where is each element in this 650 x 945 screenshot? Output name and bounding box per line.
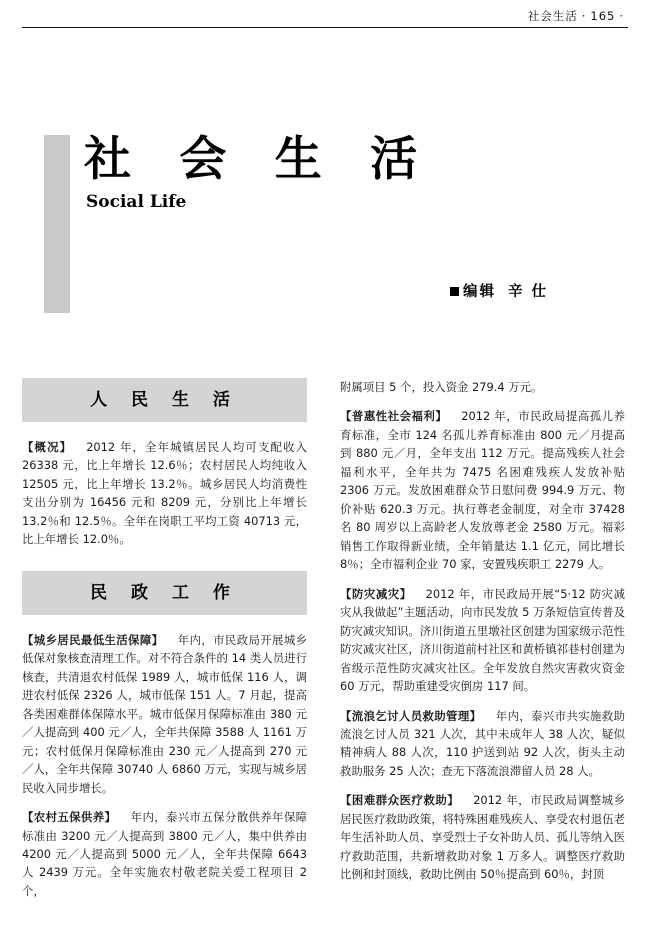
editor-name: 辛 仕 <box>508 284 549 300</box>
paragraph <box>340 791 625 883</box>
right-column <box>340 378 625 895</box>
paragraph <box>22 808 307 900</box>
paragraph-text: 附属项目 5 个，投入资金 279.4 万元。 <box>340 380 543 394</box>
paragraph-lead: 【农村五保供养】 <box>22 810 117 825</box>
paragraph <box>22 438 307 549</box>
running-head-section: 社会生活 <box>527 9 578 23</box>
section-heading-civil-affairs: 民 政 工 作 <box>22 571 307 615</box>
running-head-separator: · <box>581 9 587 23</box>
paragraph-text: 年内，泰兴市共实施救助流浪乞讨人员 321 人次，其中未成年人 38 人次，疑似精神病人 88 人次，110 护送到站 92 人次，街头主动救助服务 25 人次；查无下落流浪滞留人员 28 人。 <box>340 708 625 778</box>
running-head-trailing: · <box>619 9 624 23</box>
paragraph <box>340 707 625 781</box>
paragraph-text: 2012 年，市民政局提高孤儿养育标准，全市 124 名孤儿养育标准由 800 元／月提高到 880 元／月，全年支出 112 万元。提高残疾人社会福利水平，全年共为 7475 名困难残疾人发放补贴 2306 万元。发放困难群众节日慰问费 994.9 万元、物价补贴 620.3 万元。执行尊老金制度，对全市 37428 名 80 周岁以上高龄老人发放尊老金 2580 万元。福彩销售工作取得新业绩，全年销量达 1.1 亿元，同比增长 8％；全市福利企业 70 家，安置残疾职工 2279 人。 <box>340 409 625 572</box>
paragraph-text: 年内，市民政局开展城乡低保对象核查清理工作。对不符合条件的 14 类人员进行核查，共清退农村低保 1989 人，城市低保 116 人，调进农村低保 2326 人，城市低保 151 人。7 月起，提高各类困难群体保障水平。城市低保月保障标准由 380 元／人提高到 400 元／人，全年共保障 3588 人 1161 万元；农村低保月保障标准由 230 元／人提高到 270 元／人，全年共保障 30740 人 6860 万元，实现与城乡居民收入同步增长。 <box>22 632 307 795</box>
paragraph <box>340 378 625 396</box>
paragraph-text: 2012 年，市民政局开展“5·12 防灾减灾从我做起”主题活动，向市民发放 5 万条短信宣传普及防灾减灾知识。济川街道五里墩社区创建为国家级示范性防灾减灾社区，济川街道前村社区和黄桥镇祁巷村创建为省级示范性防灾减灾社区。全年发放自然灾害救灾资金 60 万元，帮助重建受灾倒房 117 间。 <box>340 586 625 694</box>
page-title-english: Social Life <box>86 192 187 212</box>
editor-credit <box>450 280 548 301</box>
title-block <box>22 112 628 332</box>
paragraph <box>340 585 625 696</box>
title-accent-bar <box>44 135 70 313</box>
paragraph-lead: 【流浪乞讨人员救助管理】 <box>340 708 482 723</box>
paragraph <box>22 631 307 797</box>
paragraph-lead: 【城乡居民最低生活保障】 <box>22 632 164 647</box>
paragraph-text: 年内，泰兴市五保分散供养年保障标准由 3200 元／人提高到 3800 元／人，集中供养由 4200 元／人提高到 5000 元／人，全年共保障 6643 人 2439 万元。全年实施农村敬老院关爱工程项目 2 个， <box>22 810 307 898</box>
paragraph-lead: 【困难群众医疗救助】 <box>340 793 460 808</box>
running-head-rule <box>22 27 628 28</box>
paragraph-lead: 【普惠性社会福利】 <box>340 409 448 424</box>
square-bullet-icon <box>450 287 459 296</box>
left-column <box>22 378 307 911</box>
running-head-page-number: 165 <box>590 9 616 23</box>
paragraph-text: 2012 年，市民政局调整城乡居民医疗救助政策，将特殊困难残疾人、享受农村退伍老年生活补助人员、享受烈士子女补助人员、孤儿等纳入医疗救助范围，共新增救助对象 1 万多人。调整医疗救助比例和封顶线，救助比例由 50％提高到 60％，封顶 <box>340 793 625 882</box>
editor-label: 编辑 <box>463 284 496 300</box>
running-head <box>528 8 628 24</box>
paragraph-text: 2012 年，全年城镇居民人均可支配收入 26338 元，比上年增长 12.6％；农村居民人均纯收入 12505 元，比上年增长 13.2％。城乡居民人均消费性支出分别为 16456 元和 8209 元，分别比上年增长 13.2％和 12.5％。全年在岗职工平均工资 40713 元，比上年增长 12.0％。 <box>22 440 307 547</box>
section-heading-peoples-life: 人 民 生 活 <box>22 378 307 422</box>
paragraph-lead: 【概况】 <box>22 440 73 454</box>
paragraph-lead: 【防灾减灾】 <box>340 586 412 601</box>
page-title: 社 会 生 活 <box>84 132 434 187</box>
paragraph <box>340 407 625 573</box>
